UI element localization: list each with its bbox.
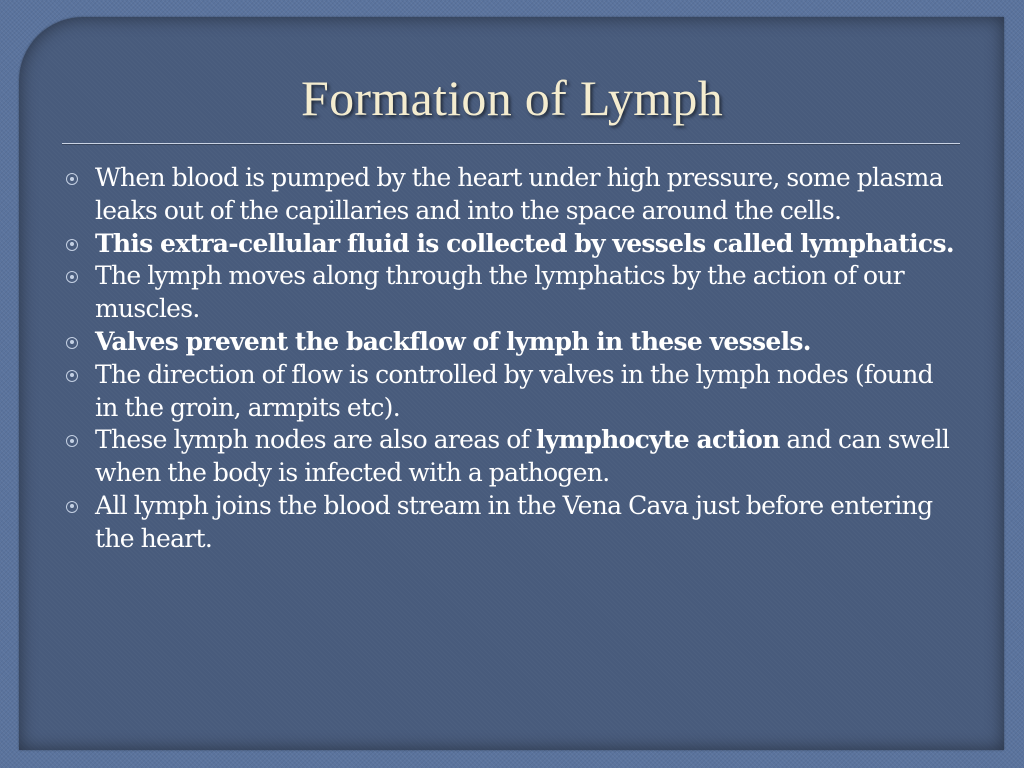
bullet-text: Valves prevent the backflow of lymph in these vessels. — [95, 326, 811, 356]
circle-dot-bullet-icon — [66, 337, 78, 349]
bullet-text: This extra-cellular fluid is collected by vessels called lymphatics. — [95, 228, 954, 258]
circle-dot-bullet-icon — [66, 271, 78, 283]
circle-dot-bullet-icon — [66, 173, 78, 185]
bullet-text: The direction of flow is controlled by valves in the lymph nodes (found in the groin, armpits etc). — [95, 359, 933, 422]
circle-dot-bullet-icon — [66, 501, 78, 513]
circle-dot-bullet-icon — [66, 370, 78, 382]
circle-dot-bullet-icon — [66, 435, 78, 447]
bullet-item — [62, 162, 962, 228]
bullet-item — [62, 490, 962, 556]
bullet-item — [62, 424, 962, 490]
title-divider — [62, 143, 960, 144]
bullet-text: The lymph moves along through the lymphatics by the action of our muscles. — [95, 261, 905, 324]
bullet-list — [62, 162, 962, 556]
bullet-text: When blood is pumped by the heart under high pressure, some plasma leaks out of the capillaries and into the space around the cells. — [95, 163, 943, 225]
bullet-text-end: and can swell when the body is infected with a pathogen. — [95, 425, 950, 488]
bullet-item — [62, 228, 962, 261]
circle-dot-bullet-icon — [66, 239, 78, 251]
bullet-item — [62, 326, 962, 359]
bullet-item — [62, 359, 962, 425]
slide-title: Formation of Lymph — [300, 70, 724, 126]
bullet-text-start: These lymph nodes are also areas of — [95, 425, 536, 455]
bullet-text: All lymph joins the blood stream in the Vena Cava just before entering the heart. — [95, 490, 933, 553]
bullet-bold-term: lymphocyte action — [535, 425, 780, 455]
bullet-item — [62, 260, 962, 326]
bullet-text — [95, 425, 949, 487]
